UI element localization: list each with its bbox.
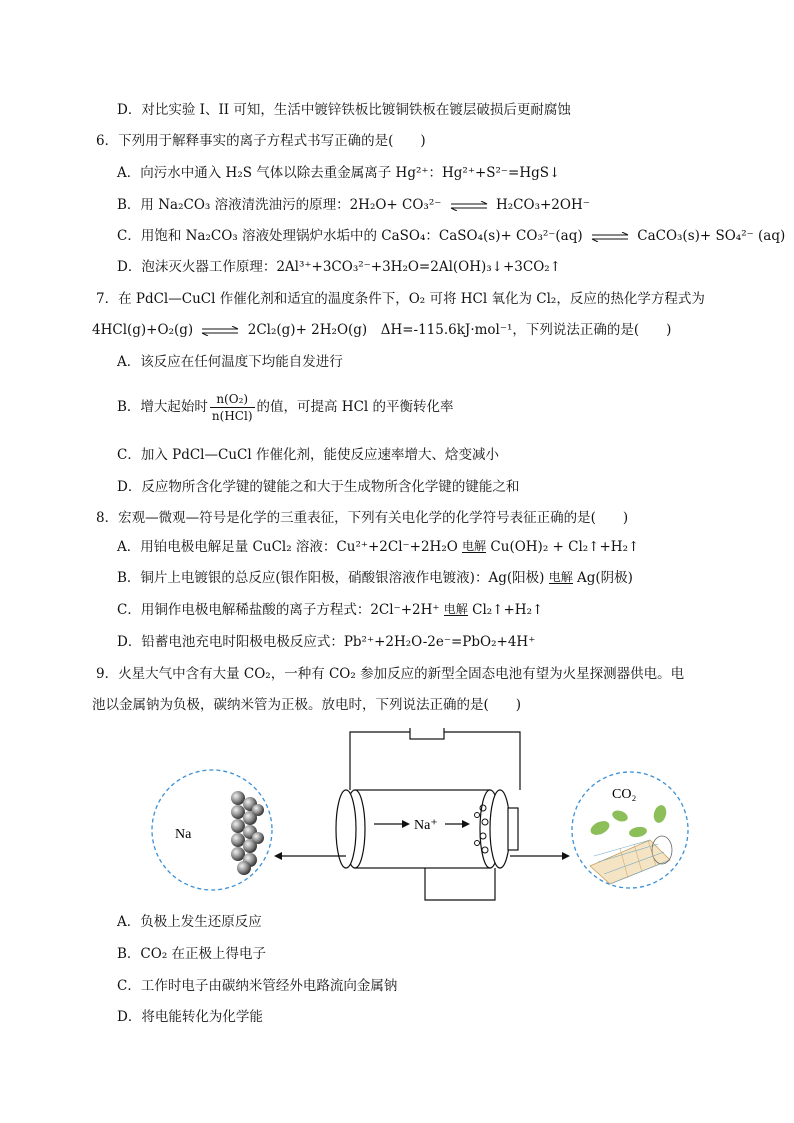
q7-option-c: C．加入 PdCl—CuCl 作催化剂，能使反应速率增大、焓变减小 — [117, 447, 499, 463]
q9-stem-line1: 9．火星大气中含有大量 CO₂，一种有 CO₂ 参加反应的新型全固态电池有望为火星探测器供电。电 — [96, 666, 685, 682]
equilibrium-arrow-icon — [200, 326, 240, 336]
electrolysis-label: 电解 — [443, 602, 468, 616]
sodium-label: Na — [175, 827, 192, 842]
q6-option-d: D．泡沫灭火器工作原理：2Al³⁺+3CO₃²⁻+3H₂O=2Al(OH)₃↓+3CO₂↑ — [117, 259, 562, 275]
q7-option-b-left: B．增大起始时 — [117, 399, 208, 415]
resistor-icon — [410, 728, 444, 739]
q7-option-b-right: 的值，可提高 HCl 的平衡转化率 — [256, 399, 454, 415]
equilibrium-arrow-icon — [449, 201, 489, 211]
q8-option-b-left: B．铜片上电镀银的总反应(银作阳极，硝酸银溶液作电镀液)：Ag(阳极) — [117, 570, 545, 586]
co2-label: CO₂ — [612, 787, 637, 802]
q8-option-c-left: C．用铜作电极电解稀盐酸的离子方程式：2Cl⁻+2H⁺ — [117, 602, 440, 618]
q7-equation-left: 4HCl(g)+O₂(g) — [92, 322, 194, 338]
q6-option-c-left: C．用饱和 Na₂CO₃ 溶液处理锅炉水垢中的 CaSO₄：CaSO₄(s)+ CO₃²⁻(aq) — [117, 228, 583, 244]
q7-stem-line2 — [92, 320, 671, 340]
q6-option-c — [117, 226, 785, 246]
q9-option-d: D．将电能转化为化学能 — [117, 1009, 263, 1025]
bottom-wire — [425, 868, 495, 900]
q8-stem: 8．宏观—微观—符号是化学的三重表征，下列有关电化学的化学符号表征正确的是( ) — [96, 510, 629, 526]
q6-stem: 6．下列用于解释事实的离子方程式书写正确的是( ) — [96, 133, 426, 149]
battery-diagram — [150, 728, 690, 903]
q9-option-c: C．工作时电子由碳纳米管经外电路流向金属钠 — [117, 978, 398, 994]
co2-molecules-icon — [588, 804, 668, 839]
sodium-atoms-icon — [231, 791, 264, 875]
q8-option-c — [117, 600, 543, 620]
external-circuit-wire — [350, 732, 520, 790]
q7-option-b — [117, 390, 454, 424]
electrolysis-label: 电解 — [548, 570, 573, 584]
q5-option-d: D．对比实验 I、II 可知，生活中镀锌铁板比镀铜铁板在镀层破损后更耐腐蚀 — [117, 102, 571, 118]
electrolysis-arrow — [549, 571, 573, 588]
q8-option-b-right: Ag(阴极) — [577, 570, 633, 586]
equilibrium-arrow-icon — [590, 232, 630, 242]
fraction-numerator: n(O₂) — [210, 391, 255, 408]
q6-option-b — [117, 195, 590, 215]
q8-option-d: D．铅蓄电池充电时阳极电极反应式：Pb²⁺+2H₂O-2e⁻=PbO₂+4H⁺ — [117, 634, 536, 650]
q8-option-c-right: Cl₂↑+H₂↑ — [472, 602, 544, 618]
q8-option-a-left: A．用铂电极电解足量 CuCl₂ 溶液：Cu²⁺+2Cl⁻+2H₂O — [117, 539, 458, 555]
q6-option-b-right: H₂CO₃+2OH⁻ — [495, 197, 590, 213]
q9-option-a: A．负极上发生还原反应 — [117, 914, 262, 930]
q7-option-d: D．反应物所含化学键的键能之和大于生成物所含化学键的键能之和 — [117, 479, 520, 495]
sodium-ion-label: Na⁺ — [414, 818, 438, 833]
q8-option-a-right: Cu(OH)₂ + Cl₂↑+H₂↑ — [490, 539, 640, 555]
q7-stem-line1: 7．在 PdCl—CuCl 作催化剂和适宜的温度条件下，O₂ 可将 HCl 氧化为 Cl₂，反应的热化学方程式为 — [96, 291, 705, 307]
q6-option-b-left: B．用 Na₂CO₃ 溶液清洗油污的原理：2H₂O+ CO₃²⁻ — [117, 197, 442, 213]
q9-option-b: B．CO₂ 在正极上得电子 — [117, 946, 267, 962]
fraction-denominator: n(HCl) — [211, 409, 253, 423]
q7-option-a: A．该反应在任何温度下均能自发进行 — [117, 354, 343, 370]
q7-equation-right: 2Cl₂(g)+ 2H₂O(g) ΔH=-115.6kJ·mol⁻¹，下列说法正确的是( ) — [247, 322, 672, 338]
carbon-nanotube-icon — [590, 836, 672, 884]
q6-option-c-right: CaCO₃(s)+ SO₄²⁻ (aq) — [637, 228, 786, 244]
ratio-fraction — [210, 391, 255, 424]
q6-option-a: A．向污水中通入 H₂S 气体以除去重金属离子 Hg²⁺：Hg²⁺+S²⁻=HgS↓ — [117, 165, 561, 181]
q8-option-a — [117, 537, 639, 557]
electrolysis-arrow — [444, 603, 468, 620]
electrolysis-arrow — [462, 540, 486, 557]
q8-option-b — [117, 568, 633, 588]
q9-stem-line2: 池以金属钠为负极，碳纳米管为正极。放电时，下列说法正确的是( ) — [92, 697, 522, 713]
electrolysis-label: 电解 — [462, 539, 487, 553]
